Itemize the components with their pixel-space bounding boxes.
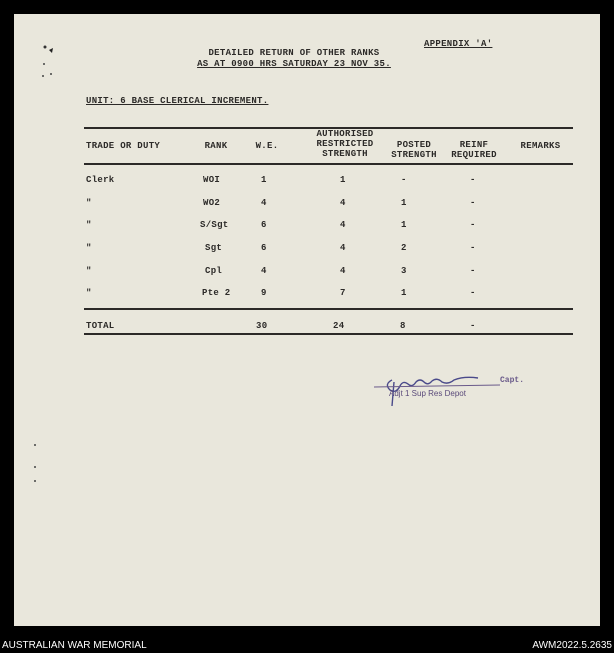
col-header-trade: TRADE OR DUTY [86, 141, 161, 151]
cell-posted: 1 [401, 288, 407, 298]
cell-reinf: - [470, 243, 476, 253]
col-header-reinf [444, 140, 504, 160]
cell-we: 9 [261, 288, 267, 298]
footer-credit: AUSTRALIAN WAR MEMORIAL [2, 640, 147, 651]
cell-reinf: - [470, 288, 476, 298]
total-we: 30 [256, 321, 268, 331]
cell-trade: " [86, 198, 92, 208]
col-header-remarks: REMARKS [520, 141, 561, 151]
cell-we: 6 [261, 220, 267, 230]
table-total-rule-top [84, 308, 573, 310]
table-header-rule [84, 163, 573, 165]
col-header-rank: RANK [204, 141, 228, 151]
unit-heading: UNIT: 6 BASE CLERICAL INCREMENT. [86, 96, 269, 106]
signature-title: Capt. [500, 376, 525, 385]
cell-reinf: - [470, 198, 476, 208]
footer-accession: AWM2022.5.2635 [532, 640, 612, 651]
cell-trade: " [86, 243, 92, 253]
total-authorised: 24 [333, 321, 345, 331]
cell-authorised: 7 [340, 288, 346, 298]
cell-authorised: 4 [340, 266, 346, 276]
col-header-posted-line2: STRENGTH [391, 150, 437, 160]
cell-posted: 1 [401, 198, 407, 208]
cell-trade: " [86, 220, 92, 230]
cell-we: 4 [261, 266, 267, 276]
cell-trade: Clerk [86, 175, 115, 185]
col-header-authorised-line3: STRENGTH [322, 149, 368, 159]
edge-marks-graphic [33, 443, 39, 485]
cell-posted: 1 [401, 220, 407, 230]
signature-graphic [370, 362, 540, 412]
cell-trade: " [86, 288, 92, 298]
cell-posted: - [401, 175, 407, 185]
signature-stamp: Adjt 1 Sup Res Depot [389, 389, 466, 398]
cell-rank: Sgt [205, 243, 223, 253]
cell-authorised: 1 [340, 175, 346, 185]
appendix-label: APPENDIX 'A' [424, 39, 493, 49]
cell-we: 6 [261, 243, 267, 253]
cell-trade: " [86, 266, 92, 276]
cell-authorised: 4 [340, 220, 346, 230]
cell-authorised: 4 [340, 243, 346, 253]
cell-rank: S/Sgt [200, 220, 229, 230]
document-title-line2: AS AT 0900 HRS SATURDAY 23 NOV 35. [197, 59, 391, 69]
cell-reinf: - [470, 220, 476, 230]
col-header-authorised [310, 129, 380, 159]
col-header-reinf-line1: REINF [459, 140, 489, 150]
edge-marks [33, 443, 39, 485]
total-label: TOTAL [86, 321, 115, 331]
col-header-authorised-line2: RESTRICTED [316, 139, 374, 149]
punch-hole-marks [42, 44, 56, 80]
cell-rank: Pte 2 [202, 288, 231, 298]
cell-we: 4 [261, 198, 267, 208]
cell-rank: Cpl [205, 266, 223, 276]
col-header-reinf-line2: REQUIRED [451, 150, 497, 160]
cell-we: 1 [261, 175, 267, 185]
total-posted: 8 [400, 321, 406, 331]
cell-rank: WOI [203, 175, 221, 185]
col-header-we: W.E. [255, 141, 279, 151]
col-header-authorised-line1: AUTHORISED [316, 129, 374, 139]
cell-reinf: - [470, 175, 476, 185]
cell-authorised: 4 [340, 198, 346, 208]
col-header-posted [384, 140, 444, 160]
cell-posted: 2 [401, 243, 407, 253]
signature [370, 362, 540, 412]
col-header-posted-line1: POSTED [396, 140, 432, 150]
document-title-line1: DETAILED RETURN OF OTHER RANKS [208, 48, 380, 58]
cell-rank: WO2 [203, 198, 221, 208]
cell-posted: 3 [401, 266, 407, 276]
table-total-rule-bottom [84, 333, 573, 335]
total-reinf: - [470, 321, 476, 331]
punch-hole-marks-graphic [42, 44, 56, 80]
cell-reinf: - [470, 266, 476, 276]
